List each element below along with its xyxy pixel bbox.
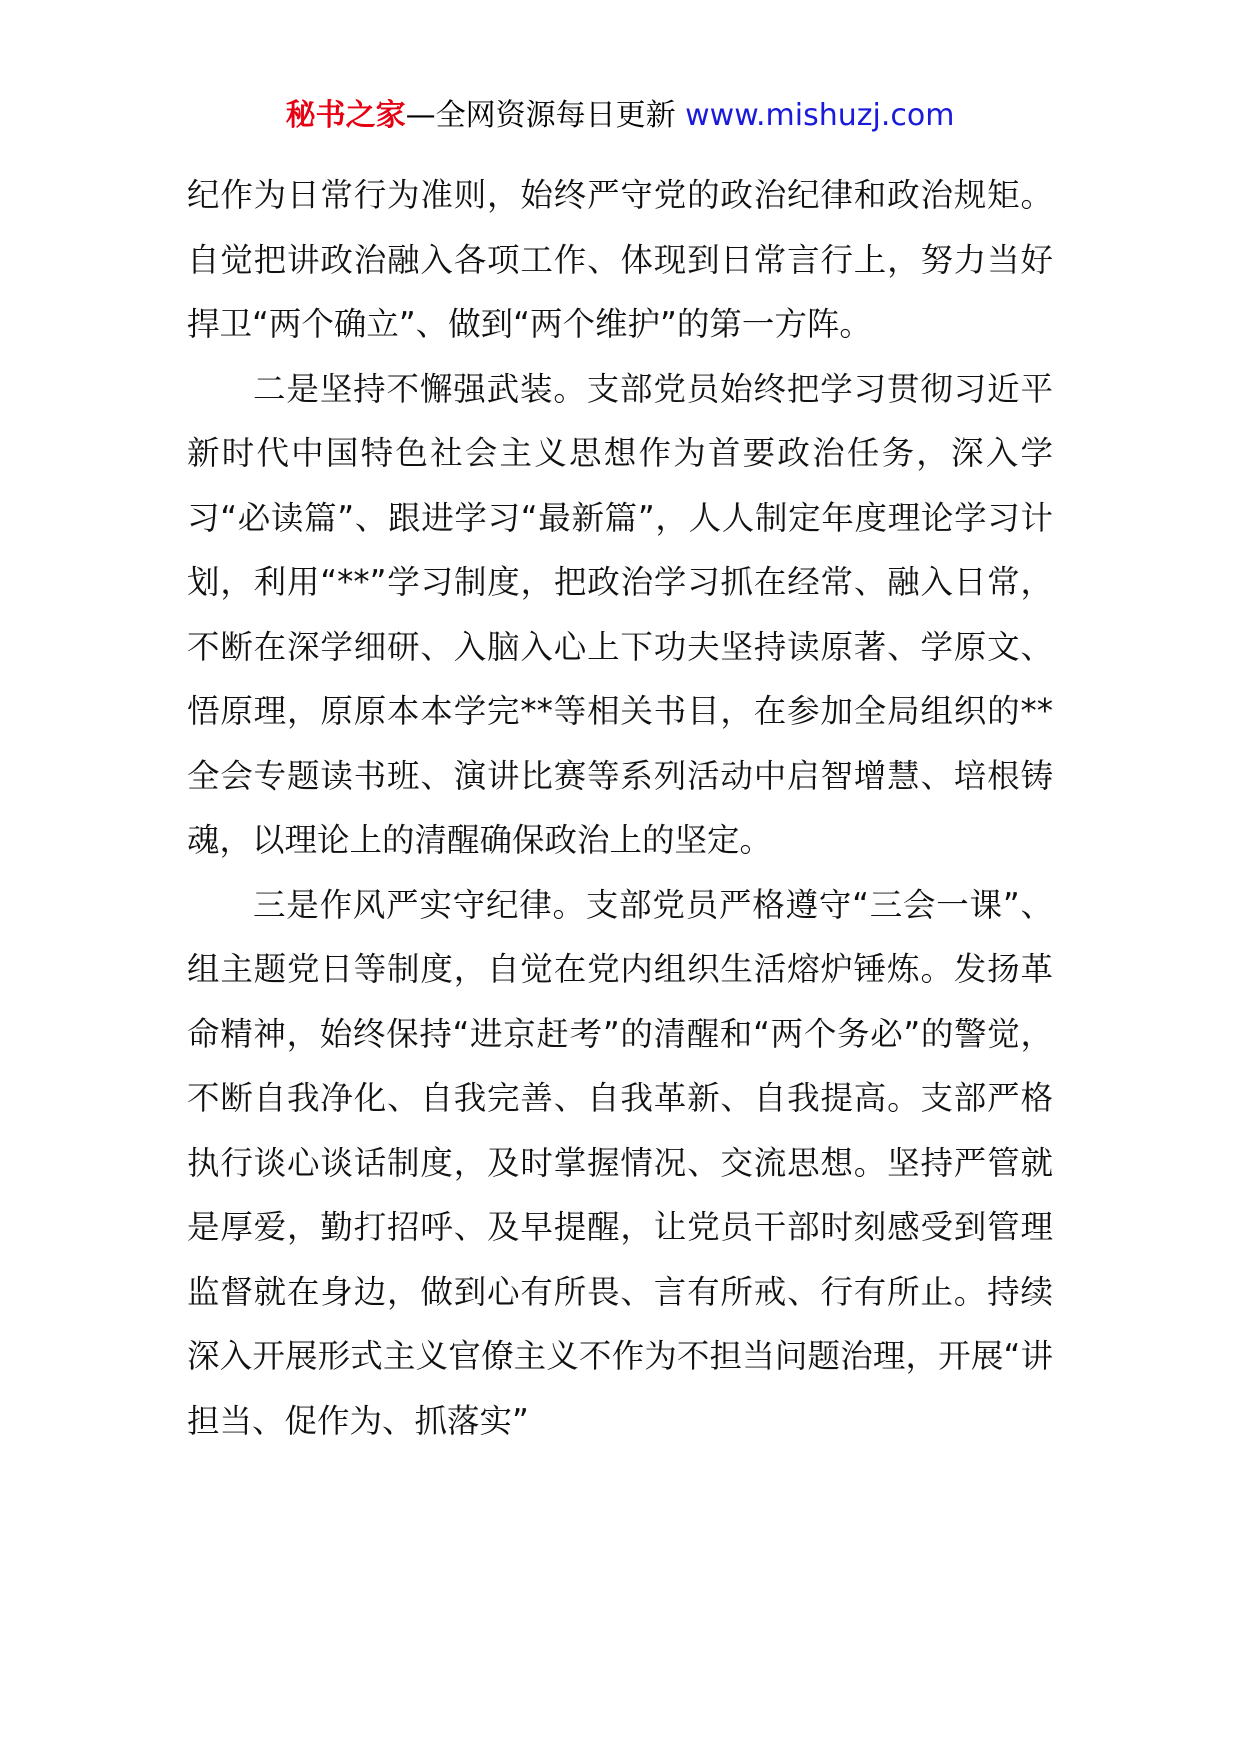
brand-name: 秘书之家	[285, 98, 406, 133]
website-link[interactable]: www.mishuzj.com	[685, 98, 955, 133]
header-tagline: —全网资源每日更新	[405, 98, 686, 133]
paragraph-point-two: 二是坚持不懈强武装。支部党员始终把学习贯彻习近平新时代中国特色社会主义思想作为首要政治任务，深入学习“必读篇”、跟进学习“最新篇”，人人制定年度理论学习计划，利用“**”学习制度，把政治学习抓在经常、融入日常，不断在深学细研、入脑入心上下功夫坚持读原著、学原文、悟原理，原原本本学完**等相关书目，在参加全局组织的**全会专题读书班、演讲比赛等系列活动中启智增慧、培根铸魂，以理论上的清醒确保政治上的坚定。	[187, 369, 1053, 859]
page-header	[0, 96, 1240, 136]
paragraph-continuation: 纪作为日常行为准则，始终严守党的政治纪律和政治规矩。自觉把讲政治融入各项工作、体现到日常言行上，努力当好捍卫“两个确立”、做到“两个维护”的第一方阵。	[187, 176, 1053, 343]
paragraph-point-three: 三是作风严实守纪律。支部党员严格遵守“三会一课”、组主题党日等制度，自觉在党内组织生活熔炉锤炼。发扬革命精神，始终保持“进京赶考”的清醒和“两个务必”的警觉，不断自我净化、自我完善、自我革新、自我提高。支部严格执行谈心谈话制度，及时掌握情况、交流思想。坚持严管就是厚爱，勤打招呼、及早提醒，让党员干部时刻感受到管理监督就在身边，做到心有所畏、言有所戒、行有所止。持续深入开展形式主义官僚主义不作为不担当问题治理，开展“讲担当、促作为、抓落实”	[187, 885, 1053, 1440]
document-body	[187, 163, 1053, 1453]
